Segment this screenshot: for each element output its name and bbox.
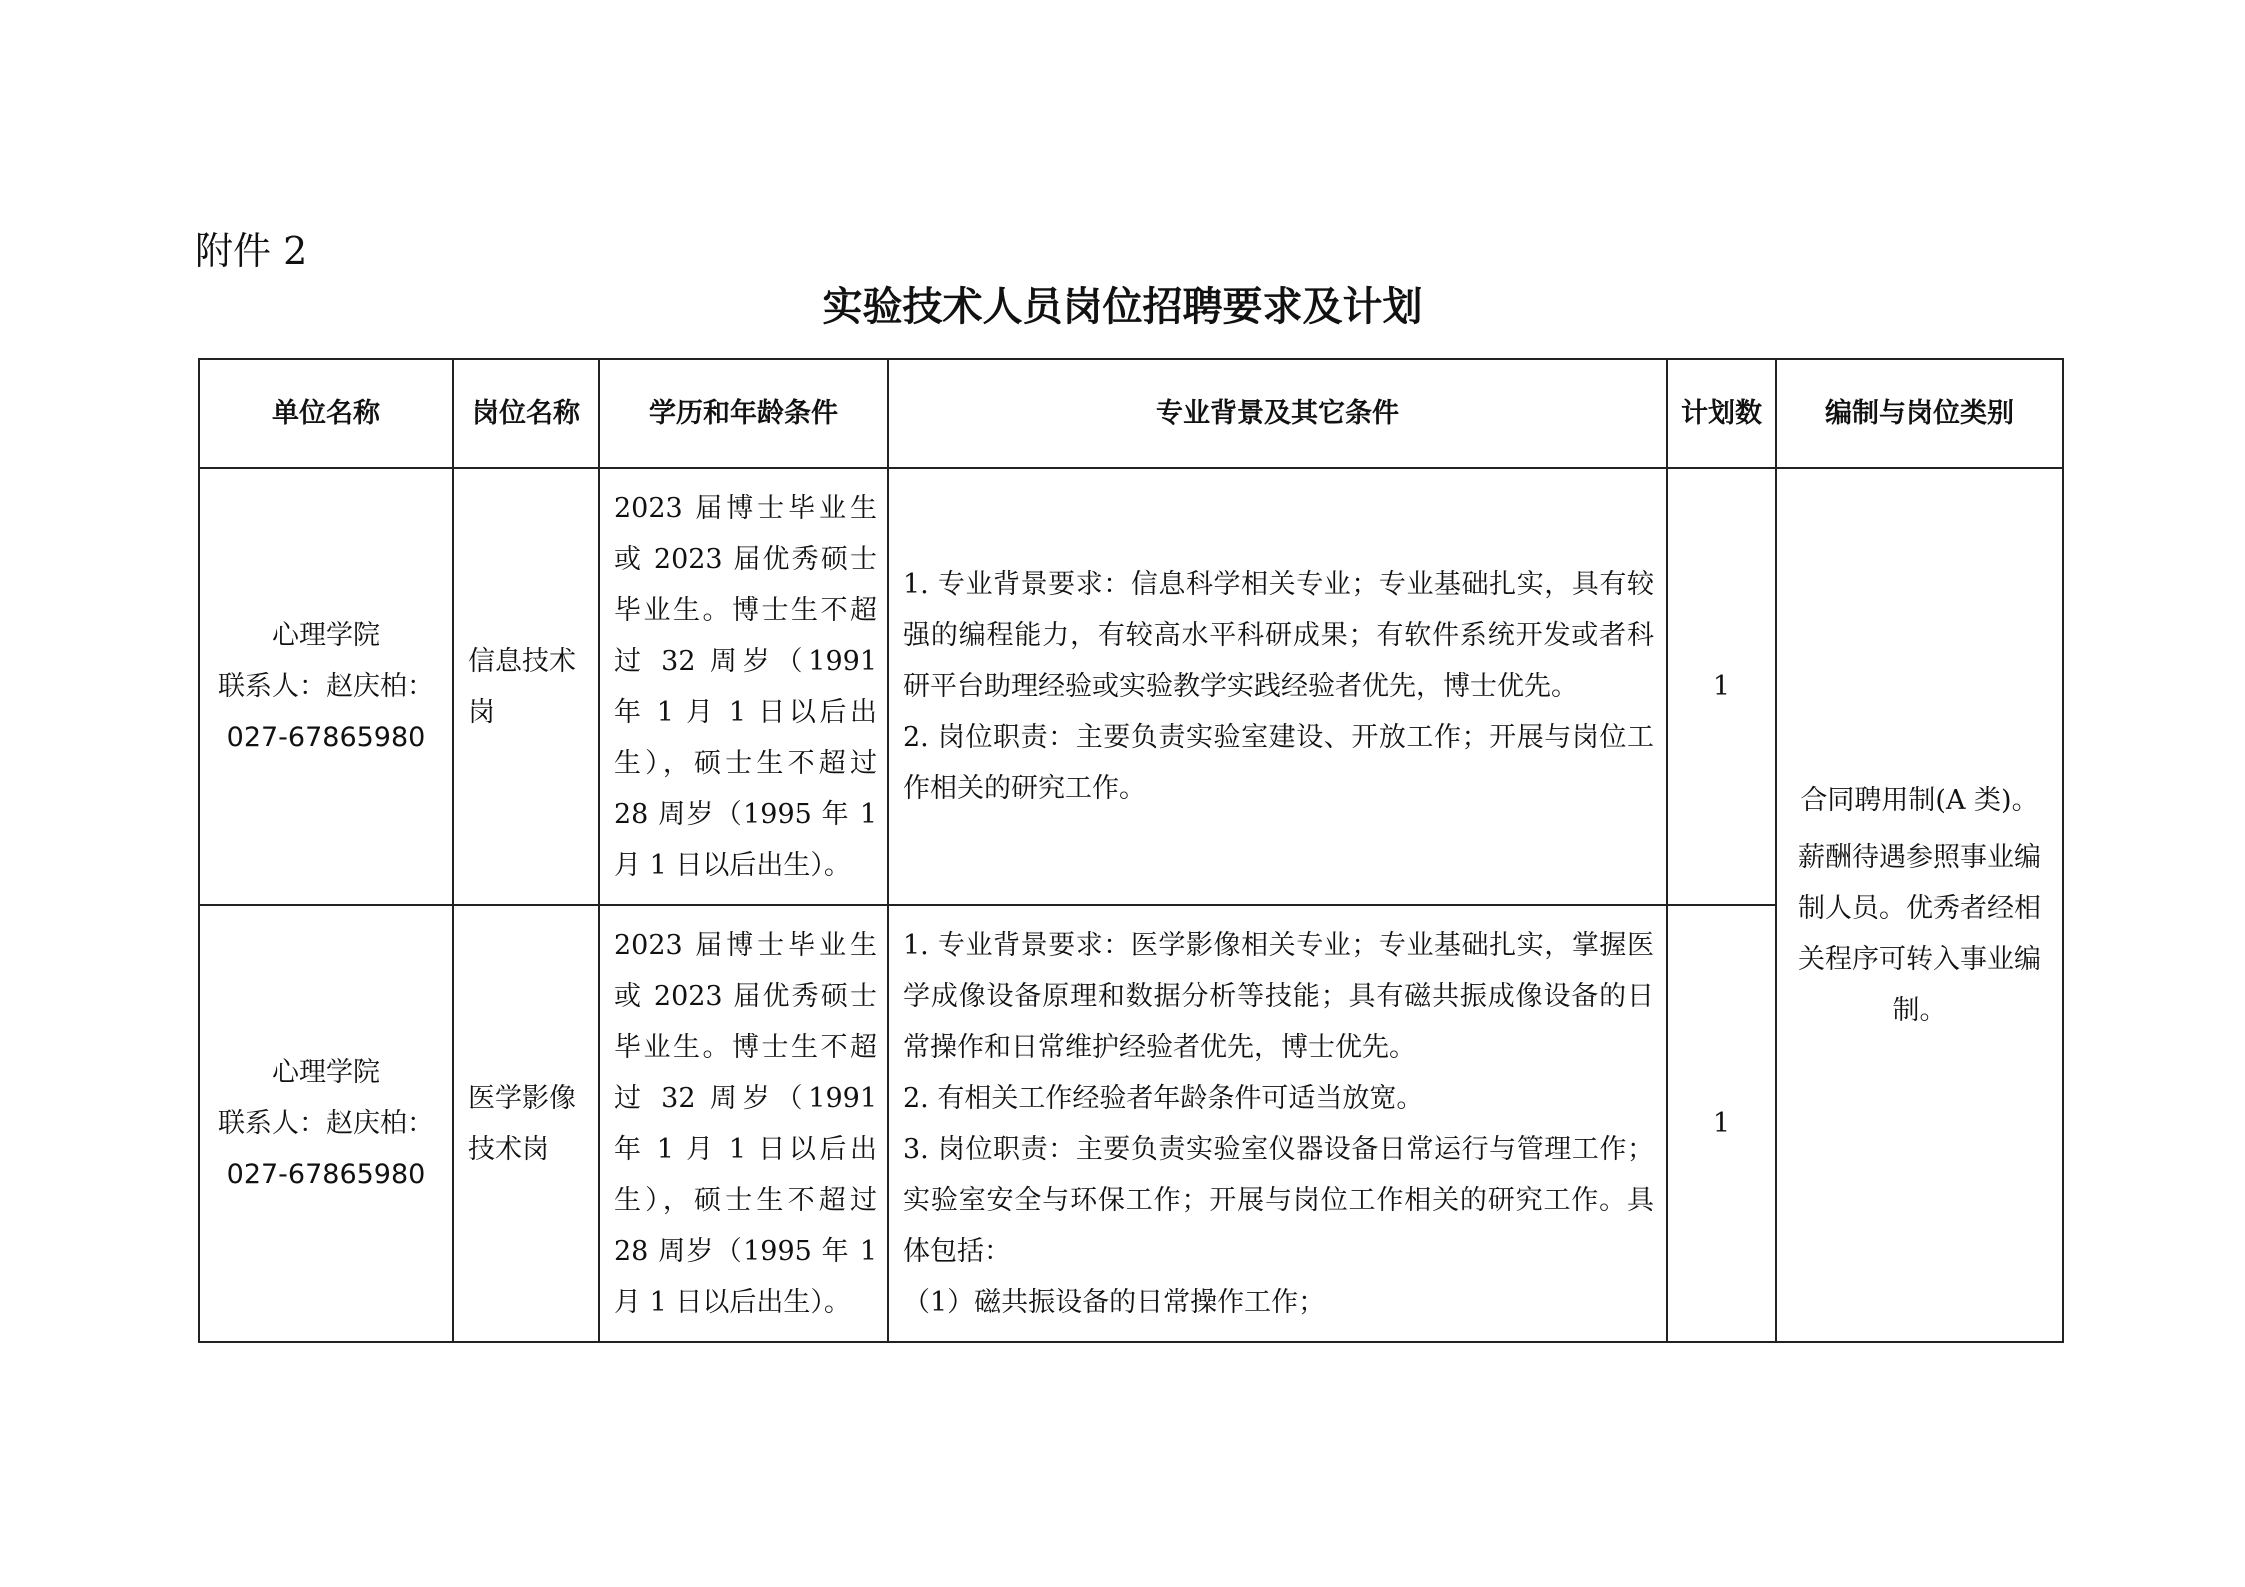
requirement-item: 2. 岗位职责：主要负责实验室建设、开放工作；开展与岗位工作相关的研究工作。 [903,722,1654,804]
header-requirements: 专业背景及其它条件 [888,359,1667,468]
requirement-item: 1. 专业背景要求：医学影像相关专业；专业基础扎实，掌握医学成像设备原理和数据分析等技能；具有磁共振成像设备的日常操作和日常维护经验者优先，博士优先。 [903,929,1654,1063]
requirements-cell [888,905,1667,1342]
header-plan-count: 计划数 [1667,359,1776,468]
requirement-item: 3. 岗位职责：主要负责实验室仪器设备日常运行与管理工作；实验室安全与环保工作；开展与岗位工作相关的研究工作。具体包括： [903,1133,1654,1267]
category-cell [1776,468,2063,1342]
post-name: 医学影像技术岗 [453,905,599,1342]
education-age-conditions: 2023 届博士毕业生或 2023 届优秀硕士毕业生。博士生不超过 32 周岁（1991 年 1 月 1 日以后出生），硕士生不超过 28 周岁（1995 年 1 月 1 日以后出生）。 [599,468,888,905]
education-age-conditions: 2023 届博士毕业生或 2023 届优秀硕士毕业生。博士生不超过 32 周岁（1991 年 1 月 1 日以后出生），硕士生不超过 28 周岁（1995 年 1 月 1 日以后出生）。 [599,905,888,1342]
header-post: 岗位名称 [453,359,599,468]
table-header-row [199,359,2063,468]
plan-count: 1 [1667,468,1776,905]
post-name: 信息技术岗 [453,468,599,905]
requirement-item: 2. 有相关工作经验者年龄条件可适当放宽。 [903,1082,1424,1114]
requirement-item: （1）磁共振设备的日常操作工作； [903,1286,1326,1318]
table-row [199,468,2063,905]
annex-label: 附件 2 [195,229,308,273]
plan-count: 1 [1667,905,1776,1342]
unit-phone: 027-67865980 [226,1159,426,1190]
category-type: 合同聘用制(A 类)。 [1800,784,2039,816]
header-unit: 单位名称 [199,359,453,468]
category-salary-note: 薪酬待遇参照事业编制人员。优秀者经相关程序可转入事业编制。 [1798,841,2041,1026]
unit-cell [199,468,453,905]
requirements-cell [888,468,1667,905]
unit-contact: 联系人：赵庆柏： [218,1108,434,1139]
requirement-item: 1. 专业背景要求：信息科学相关专业；专业基础扎实，具有较强的编程能力，有较高水平科研成果；有软件系统开发或者科研平台助理经验或实验教学实践经验者优先，博士优先。 [903,569,1654,702]
unit-contact: 联系人：赵庆柏： [218,671,434,702]
unit-name: 心理学院 [272,1057,380,1088]
header-education-age: 学历和年龄条件 [599,359,888,468]
unit-name: 心理学院 [272,620,380,651]
unit-phone: 027-67865980 [226,722,426,753]
header-category: 编制与岗位类别 [1776,359,2063,468]
document-title: 实验技术人员岗位招聘要求及计划 [822,283,1423,330]
unit-cell [199,905,453,1342]
recruitment-table [198,358,2064,1343]
